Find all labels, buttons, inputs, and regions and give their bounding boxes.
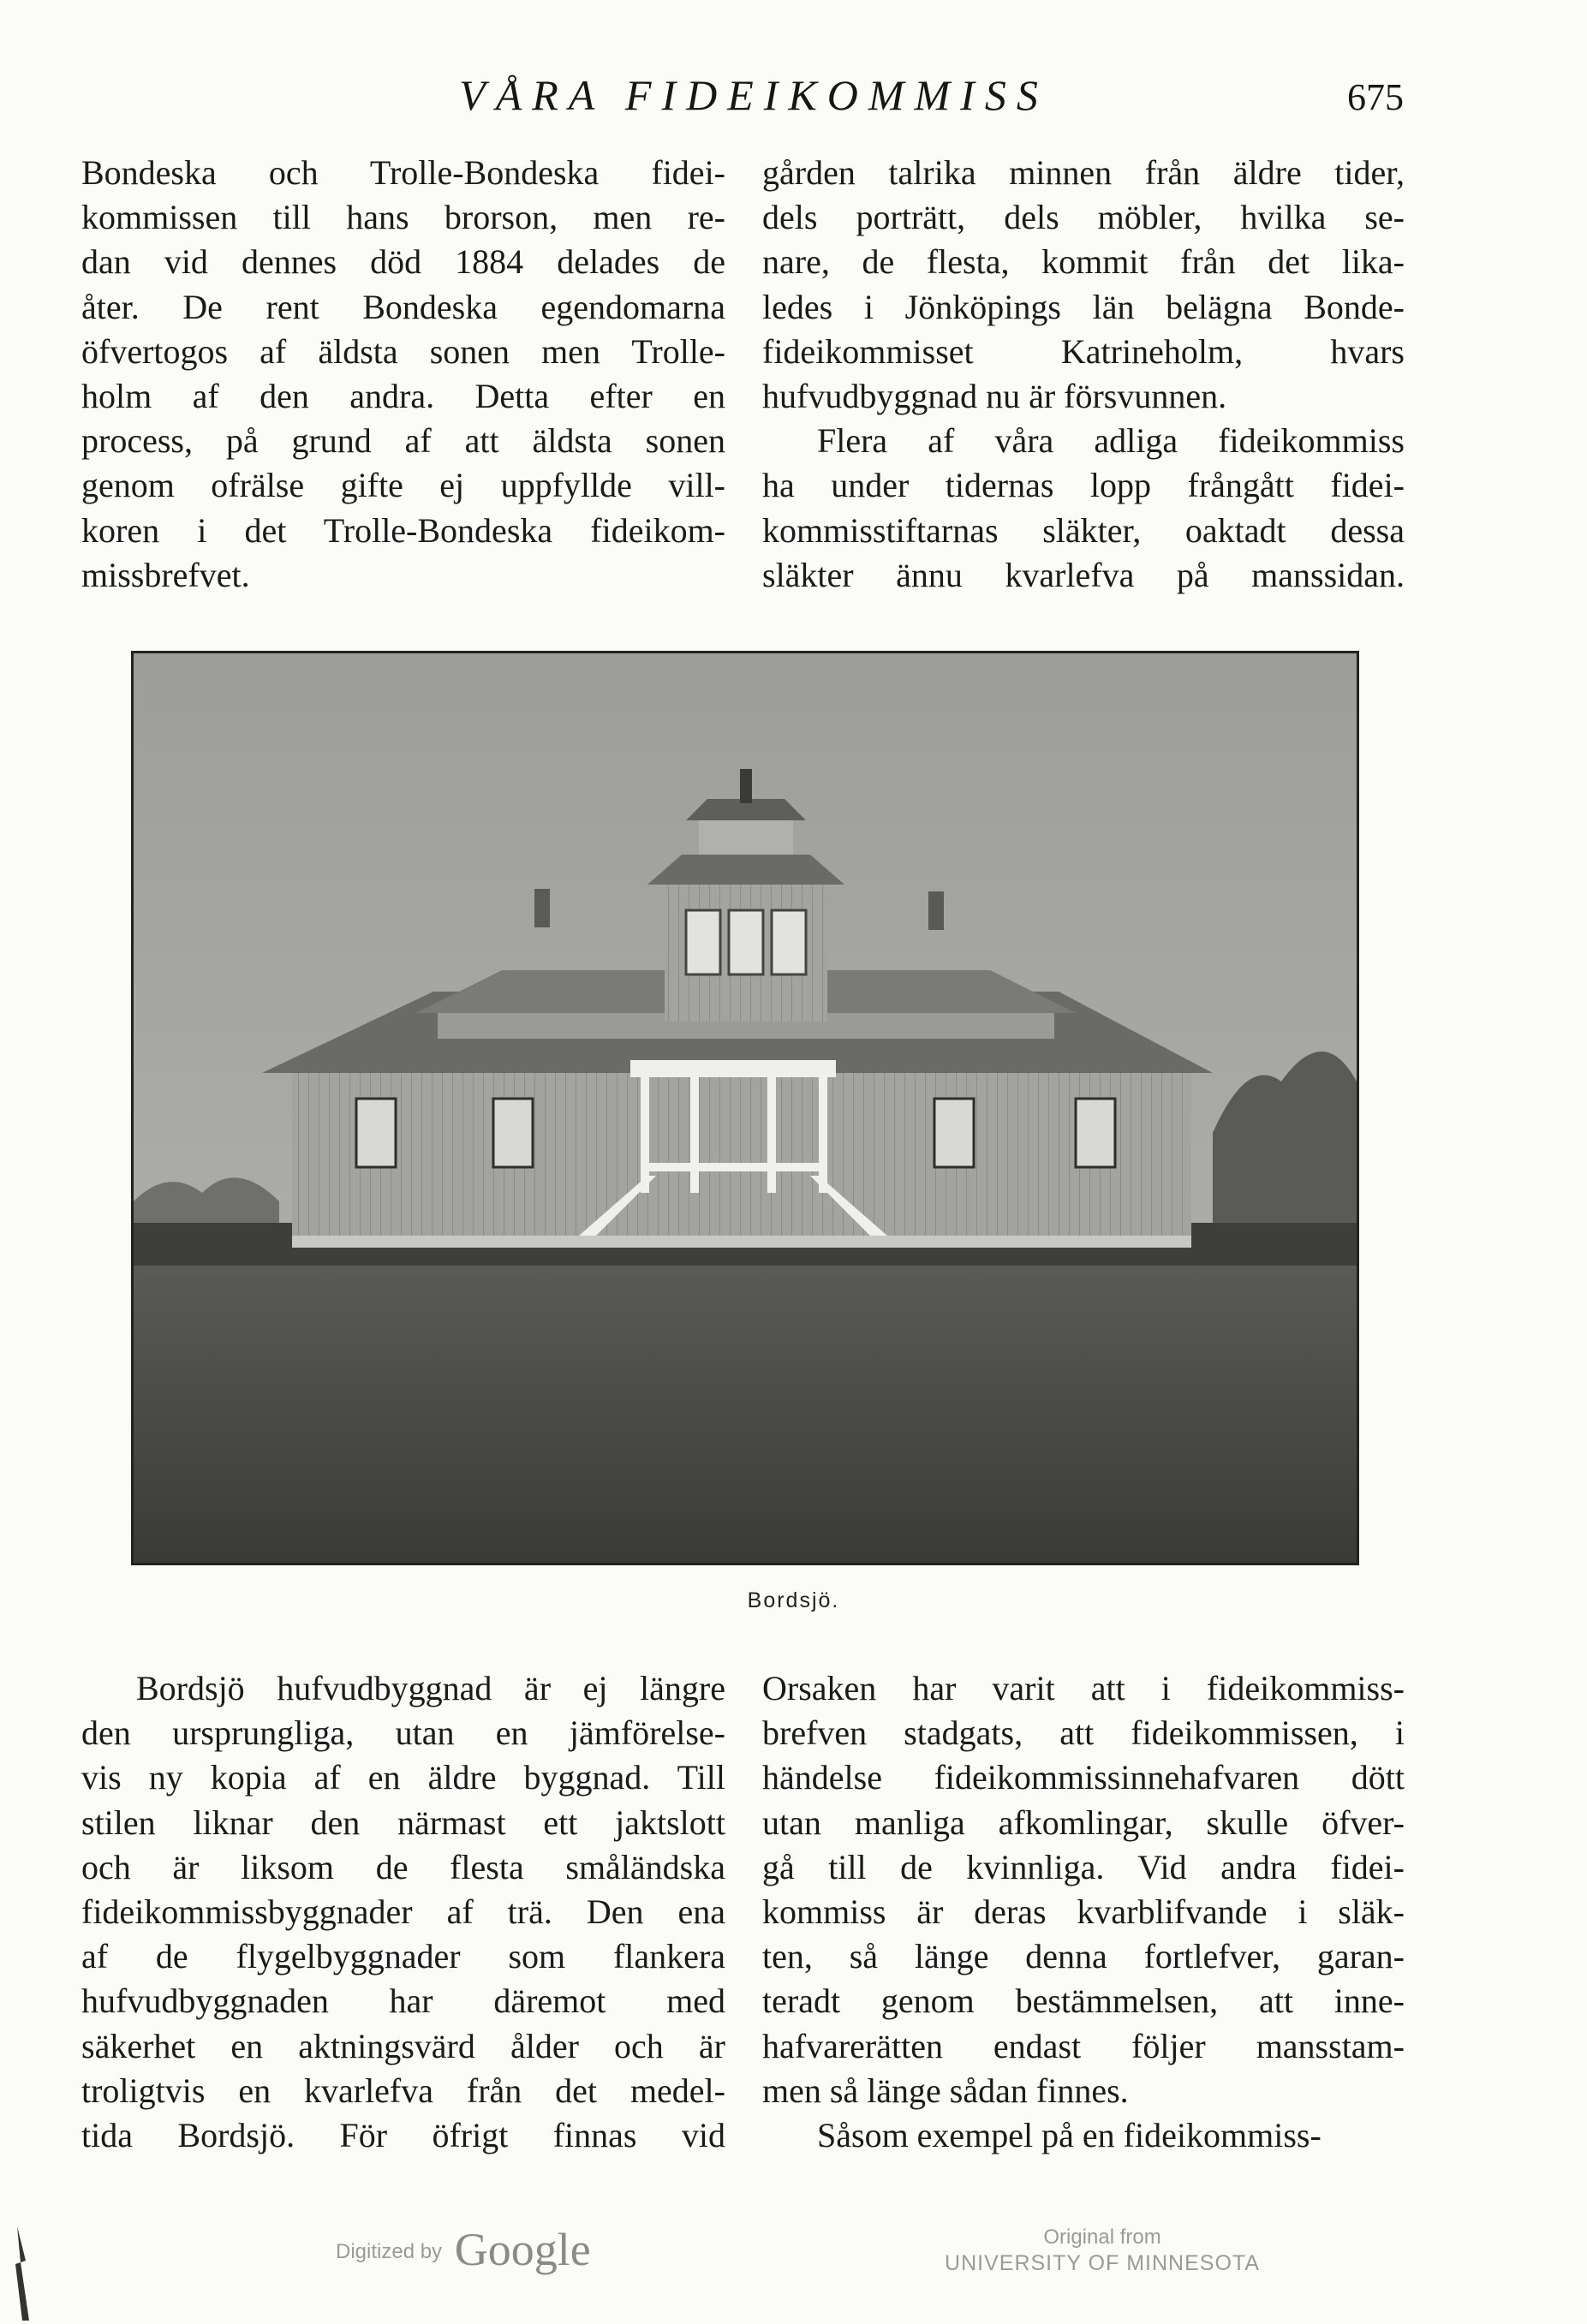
- text-line: vis ny kopia af en äldre byggnad. Till: [81, 1758, 725, 1797]
- text-line: den ursprungliga, utan en jämförelse-: [81, 1713, 725, 1753]
- text-line: hufvudbyggnad nu är försvunnen.: [762, 377, 1227, 416]
- text-line: och är liksom de flesta småländska: [81, 1847, 725, 1886]
- text-line: utan manliga afkomlingar, skulle öfver-: [762, 1803, 1405, 1842]
- text-line: genom ofrälse gifte ej uppfyllde vill-: [81, 466, 725, 505]
- text-line: process, på grund af att äldsta sonen: [81, 421, 725, 461]
- top-left-column: [81, 151, 725, 598]
- text-line: hufvudbyggnaden har däremot med: [81, 1981, 725, 2021]
- text-line: men så länge sådan finnes.: [762, 2071, 1129, 2110]
- text-line: teradt genom bestämmelsen, att inne-: [762, 1981, 1405, 2021]
- text-line: Bordsjö hufvudbyggnad är ej längre: [136, 1669, 725, 1707]
- text-line: gå till de kvinnliga. Vid andra fidei-: [762, 1847, 1405, 1886]
- text-line: troligtvis en kvarlefva från det medel-: [81, 2071, 725, 2110]
- page-number: 675: [1347, 76, 1404, 118]
- text-line: kommiss är deras kvarblifvande i släk-: [762, 1892, 1405, 1932]
- text-line: tida Bordsjö. För öfrigt finnas vid: [81, 2116, 725, 2155]
- text-line: Bondeska och Trolle-Bondeska fidei-: [81, 153, 725, 192]
- text-line: fideikommissbyggnader af trä. Den ena: [81, 1892, 725, 1932]
- original-from-watermark: [945, 2225, 1260, 2276]
- top-right-column: [762, 151, 1405, 598]
- text-line: öfvertogos af äldsta sonen men Trolle-: [81, 331, 725, 371]
- text-line: kommisstiftarnas släkter, oaktadt dessa: [762, 510, 1405, 550]
- text-line: åter. De rent Bondeska egendomarna: [81, 287, 725, 326]
- figure-caption: Bordsjö.: [747, 1588, 840, 1612]
- digitized-by-watermark: [336, 2223, 591, 2276]
- text-line: släkter ännu kvarlefva på manssidan.: [762, 555, 1405, 594]
- text-line: nare, de flesta, kommit från det lika-: [762, 242, 1405, 282]
- text-line: ha under tidernas lopp frångått fidei-: [762, 466, 1405, 505]
- text-line: säkerhet en aktningsvärd ålder och är: [81, 2026, 725, 2065]
- text-line: dan vid dennes död 1884 delades de: [81, 242, 725, 282]
- page-edge-mark: [14, 2226, 36, 2321]
- bottom-left-column: [81, 1666, 725, 2158]
- text-line: missbrefvet.: [81, 555, 250, 594]
- text-line: Flera af våra adliga fideikommiss: [817, 421, 1405, 461]
- running-title: VÅRA FIDEIKOMMISS: [459, 71, 1048, 119]
- text-line: gården talrika minnen från äldre tider,: [762, 153, 1405, 192]
- text-line: ledes i Jönköpings län belägna Bonde-: [762, 287, 1405, 326]
- text-line: kommissen till hans brorson, men re-: [81, 198, 725, 237]
- manor-house-illustration: [134, 653, 1357, 1563]
- text-line: dels porträtt, dels möbler, hvilka se-: [762, 198, 1405, 237]
- text-line: Såsom exempel på en fideikommiss-: [817, 2116, 1322, 2155]
- text-line: stilen liknar den närmast ett jaktslott: [81, 1803, 725, 1842]
- text-line: holm af den andra. Detta efter en: [81, 377, 725, 416]
- text-line: hafvarerätten endast följer mansstam-: [762, 2026, 1405, 2065]
- google-logo: Google: [454, 2224, 591, 2275]
- text-line: Orsaken har varit att i fideikommiss-: [762, 1669, 1405, 1707]
- text-line: koren i det Trolle-Bondeska fideikom-: [81, 510, 725, 550]
- original-from-label: Original from: [1043, 2226, 1161, 2249]
- bottom-right-column: [762, 1666, 1405, 2158]
- text-line: brefven stadgats, att fideikommissen, i: [762, 1713, 1405, 1753]
- text-line: ten, så länge denna fortlefver, garan-: [762, 1937, 1405, 1976]
- text-line: fideikommisset Katrineholm, hvars: [762, 331, 1405, 371]
- text-line: af de flygelbyggnader som flankera: [81, 1937, 725, 1976]
- text-line: händelse fideikommissinnehafvaren dött: [762, 1758, 1405, 1797]
- university-label: UNIVERSITY OF MINNESOTA: [945, 2251, 1260, 2275]
- digitized-by-label: Digitized by: [336, 2240, 443, 2263]
- photograph-bordsjo: [131, 651, 1359, 1565]
